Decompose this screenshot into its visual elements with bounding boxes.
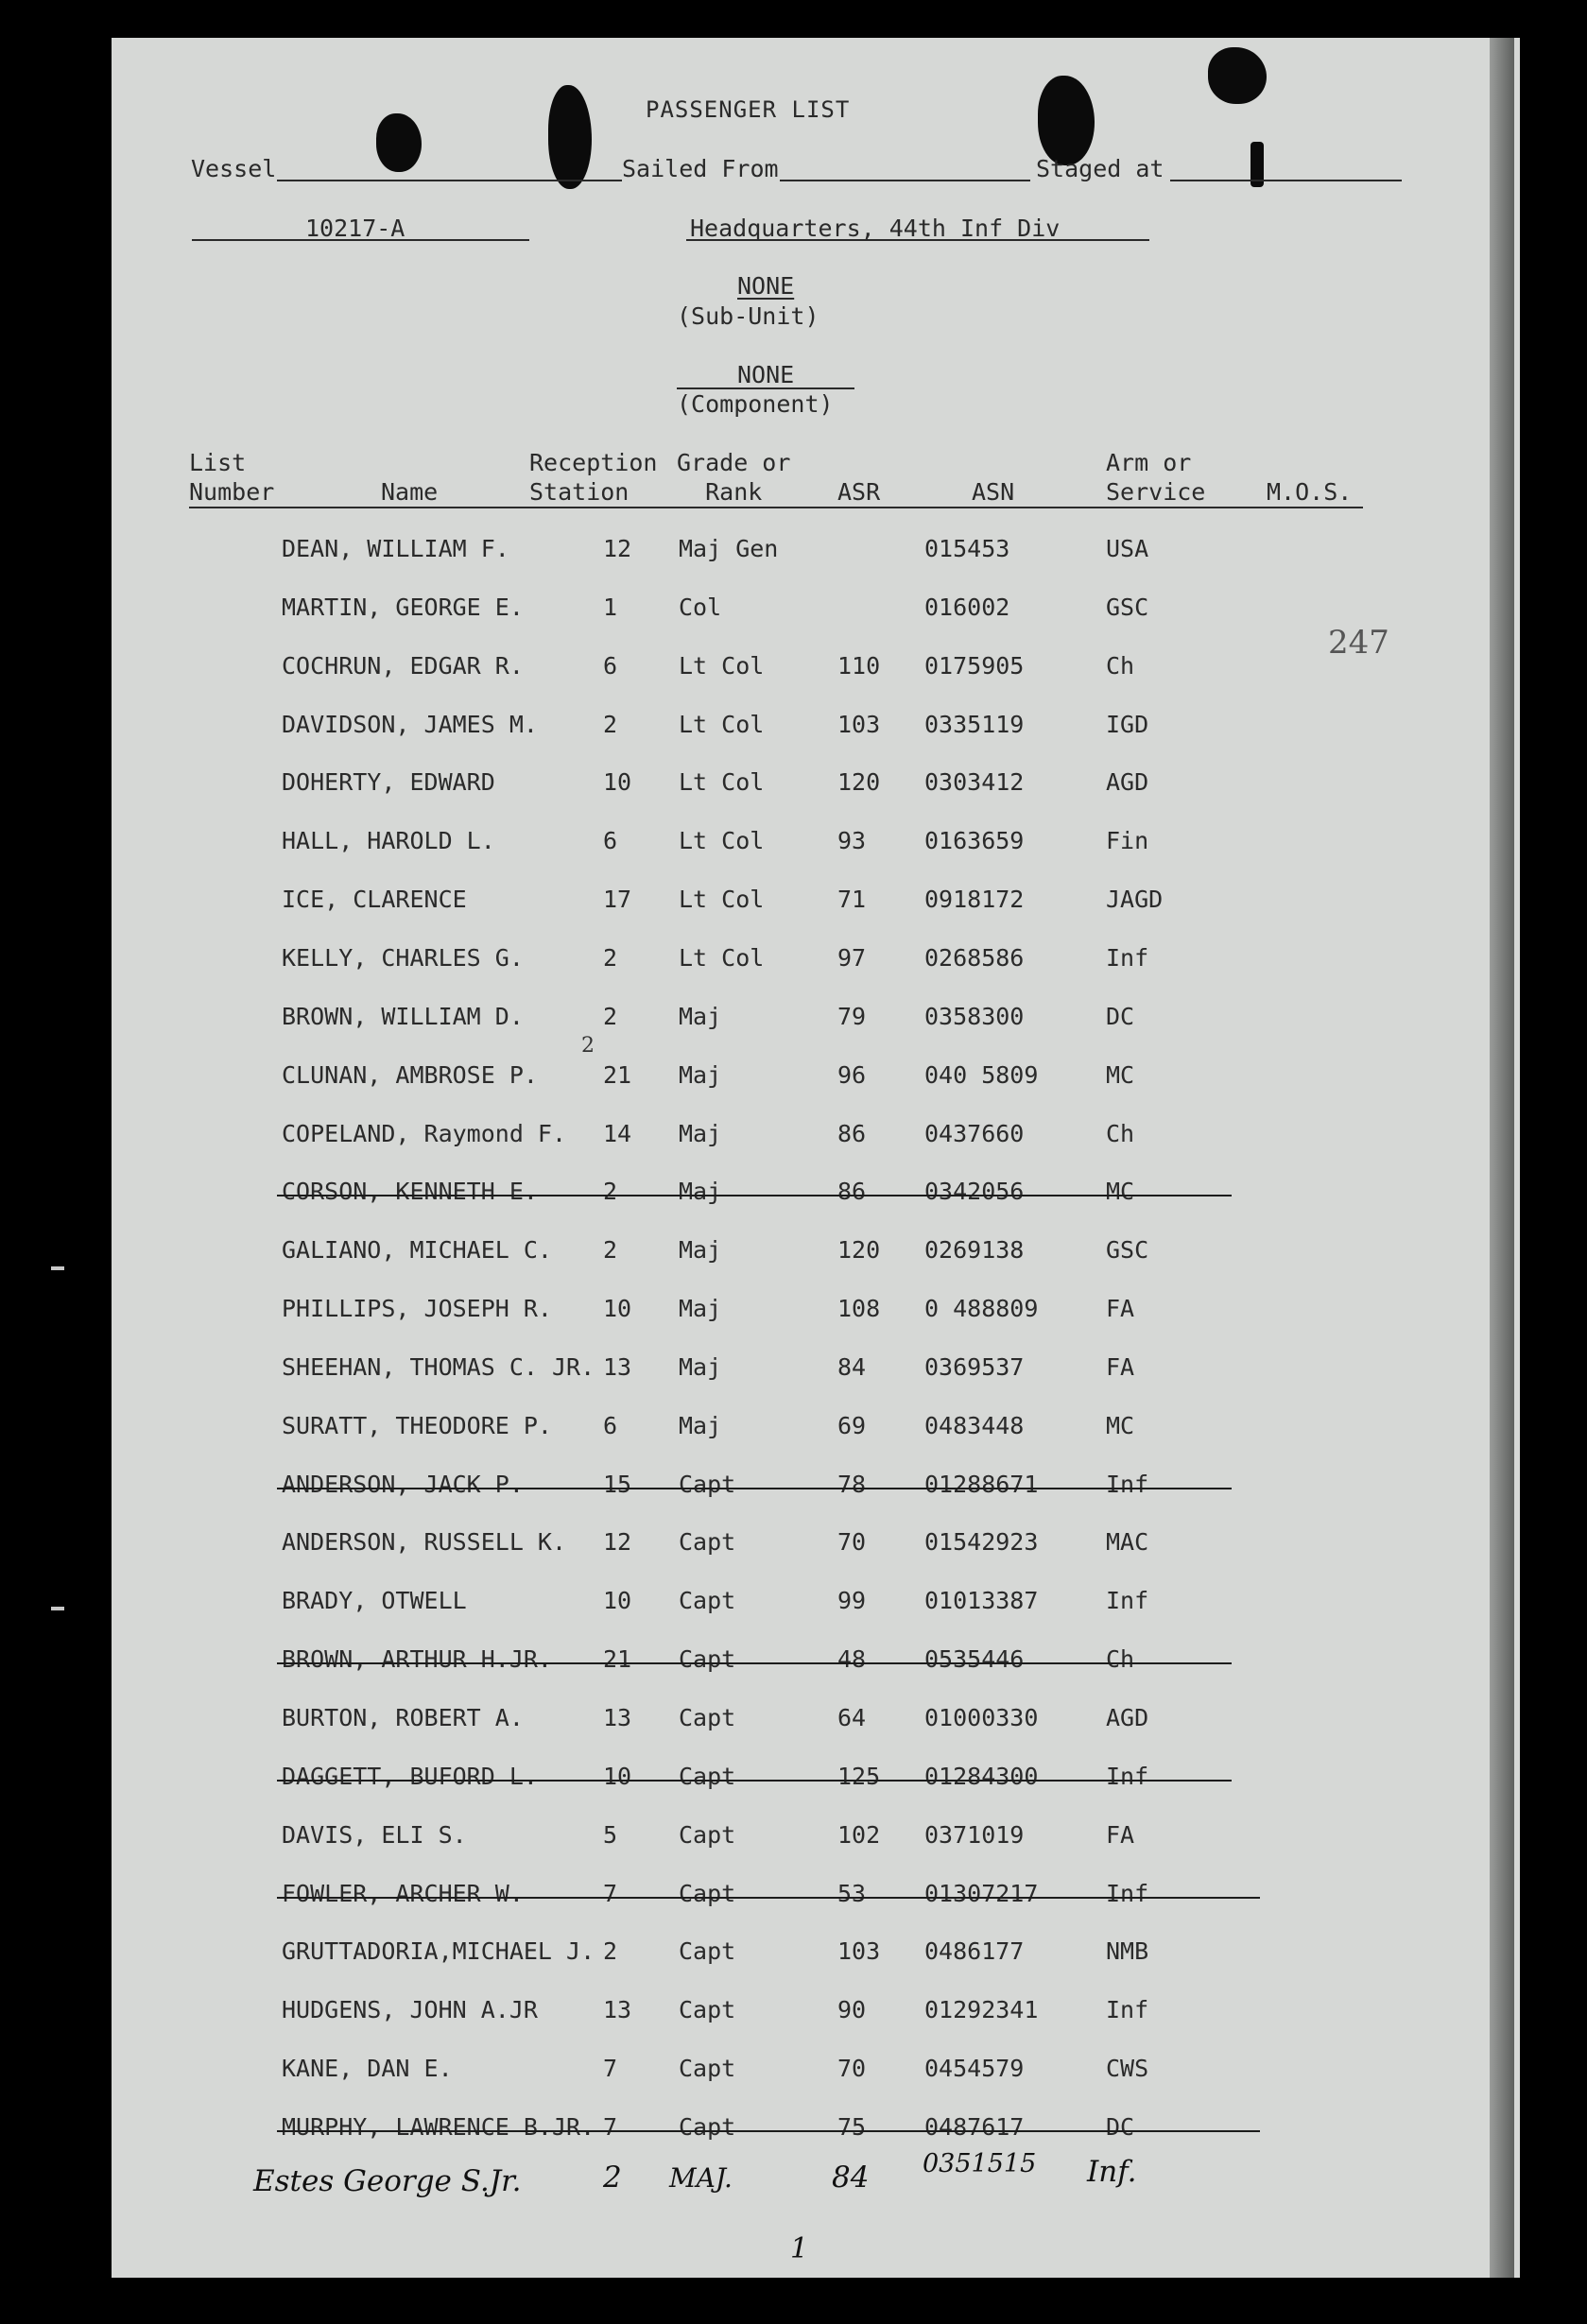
cell-asr: 108 (837, 1295, 881, 1323)
cell-asn: 0342056 (924, 1178, 1025, 1206)
cell-grade: Capt (679, 1704, 736, 1731)
cell-grade: Maj (679, 1411, 722, 1439)
cell-arm: Ch (1106, 1645, 1135, 1674)
vessel-field (277, 180, 622, 181)
cell-asn: 0535446 (924, 1645, 1025, 1674)
cell-station: 6 (603, 651, 618, 680)
cell-name: KANE, DAN E. (282, 2055, 453, 2083)
cell-asn: 0486177 (924, 1937, 1025, 1966)
cell-asn: 0358300 (924, 1002, 1025, 1030)
cell-asn: 0371019 (924, 1820, 1025, 1849)
cell-name: CLUNAN, AMBROSE P. (282, 1060, 538, 1089)
table-row (112, 1704, 1520, 1742)
cell-asr: 103 (837, 1937, 881, 1966)
cell-station: 12 (603, 1528, 632, 1557)
cell-grade: Maj (679, 1295, 722, 1323)
col-mos: M.O.S. (1267, 478, 1353, 506)
cell-asr: 75 (837, 2112, 867, 2141)
component-label: (Component) (677, 390, 834, 418)
edge-mark (51, 1266, 64, 1270)
cell-asn: 0269138 (924, 1236, 1025, 1265)
cell-asr: 64 (837, 1704, 867, 1731)
cell-station: 21 (603, 1645, 632, 1674)
cell-asr: 90 (837, 1996, 867, 2024)
cell-asn: 0369537 (924, 1352, 1025, 1381)
shipment-underline (192, 239, 529, 241)
cell-arm: Inf (1106, 1879, 1149, 1907)
cell-grade: Lt Col (679, 710, 765, 738)
cell-name: SURATT, THEODORE P. (282, 1411, 552, 1439)
table-row (112, 1178, 1520, 1215)
table-row (112, 886, 1520, 923)
cell-station: 10 (603, 1295, 632, 1323)
component-value: NONE (737, 361, 795, 388)
cell-asr: 53 (837, 1879, 867, 1907)
cell-name: HUDGENS, JOHN A.JR (282, 1996, 538, 2024)
table-row (112, 944, 1520, 982)
strike-through-line (277, 1195, 1232, 1196)
cell-arm: Ch (1106, 1119, 1135, 1147)
table-row (112, 1471, 1520, 1508)
table-row (112, 1996, 1520, 2034)
cell-arm: NMB (1106, 1937, 1149, 1966)
cell-station: 21 (603, 1060, 632, 1089)
table-row (112, 1061, 1520, 1099)
cell-name: FOWLER, ARCHER W. (282, 1879, 524, 1907)
cell-asr: 48 (837, 1645, 867, 1674)
cell-asn: 0303412 (924, 768, 1025, 797)
cell-grade: Capt (679, 1587, 736, 1615)
header-rule (189, 507, 1363, 508)
margin-page-number: 247 (1328, 624, 1389, 662)
cell-grade: Maj (679, 1119, 722, 1147)
table-row (112, 1821, 1520, 1859)
handwritten-name: Estes George S.Jr. (253, 2164, 522, 2198)
cell-arm: Inf (1106, 1762, 1149, 1790)
cell-asn: 0163659 (924, 827, 1025, 855)
cell-grade: Capt (679, 1820, 736, 1849)
cell-name: ICE, CLARENCE (282, 886, 467, 914)
sailed-from-label: Sailed From (622, 155, 779, 182)
cell-name: DAVIDSON, JAMES M. (282, 710, 538, 738)
cell-grade: Capt (679, 1937, 736, 1966)
cell-arm: AGD (1106, 1704, 1149, 1731)
cell-asr: 103 (837, 710, 881, 738)
cell-asr: 96 (837, 1060, 867, 1089)
table-row (112, 1937, 1520, 1975)
table-row (112, 594, 1520, 631)
cell-arm: DC (1106, 2112, 1135, 2141)
cell-arm: FA (1106, 1820, 1135, 1849)
cell-arm: AGD (1106, 768, 1149, 797)
cell-station: 2 (603, 1236, 618, 1265)
cell-station: 17 (603, 886, 632, 914)
staged-at-label: Staged at (1036, 155, 1164, 182)
cell-asn: 0335119 (924, 710, 1025, 738)
cell-station: 2 (603, 1937, 618, 1966)
handwritten-station: 2 (603, 2160, 622, 2195)
cell-asn: 016002 (924, 593, 1010, 621)
cell-arm: FA (1106, 1295, 1135, 1323)
table-row (112, 1295, 1520, 1333)
cell-asr: 70 (837, 1528, 867, 1557)
cell-arm: Inf (1106, 1996, 1149, 2024)
cell-asn: 01307217 (924, 1879, 1039, 1907)
punch-hole (548, 85, 592, 189)
cell-grade: Lt Col (679, 943, 765, 972)
cell-name: BROWN, WILLIAM D. (282, 1002, 524, 1030)
cell-arm: JAGD (1106, 886, 1164, 914)
cell-asr: 125 (837, 1762, 881, 1790)
punch-hole (1038, 76, 1095, 165)
cell-name: PHILLIPS, JOSEPH R. (282, 1295, 552, 1323)
table-row (112, 827, 1520, 865)
cell-grade: Capt (679, 2055, 736, 2083)
table-row (112, 711, 1520, 749)
cell-station: 10 (603, 1762, 632, 1790)
punch-hole (1208, 47, 1267, 104)
cell-name: MARTIN, GEORGE E. (282, 593, 524, 621)
cell-name: COCHRUN, EDGAR R. (282, 651, 524, 680)
footer-mark: 1 (790, 2232, 809, 2265)
strike-through-line (277, 2130, 1260, 2132)
cell-asr: 84 (837, 1352, 867, 1381)
table-row (112, 1120, 1520, 1158)
sub-unit-value: NONE (737, 272, 795, 300)
cell-arm: DC (1106, 1002, 1135, 1030)
table-row (112, 1003, 1520, 1041)
table-row (112, 652, 1520, 690)
cell-station: 7 (603, 2112, 618, 2141)
cell-name: BRADY, OTWELL (282, 1587, 467, 1615)
cell-asn: 0268586 (924, 943, 1025, 972)
cell-station: 5 (603, 1820, 618, 1849)
cell-grade: Lt Col (679, 651, 765, 680)
cell-asr: 120 (837, 1236, 881, 1265)
handwritten-asn: 0351515 (923, 2149, 1037, 2178)
cell-asr: 120 (837, 768, 881, 797)
table-row (112, 2113, 1520, 2151)
cell-asn: 01013387 (924, 1587, 1039, 1615)
cell-grade: Maj (679, 1352, 722, 1381)
table-row (112, 1236, 1520, 1274)
cell-arm: GSC (1106, 593, 1149, 621)
cell-grade: Capt (679, 1762, 736, 1790)
cell-asn: 0 488809 (924, 1295, 1039, 1323)
cell-station: 2 (603, 710, 618, 738)
cell-grade: Capt (679, 1996, 736, 2024)
cell-station: 13 (603, 1352, 632, 1381)
cell-station: 10 (603, 1587, 632, 1615)
unit-name: Headquarters, 44th Inf Div (690, 215, 1061, 242)
staged-at-field (1170, 180, 1402, 181)
cell-asn: 015453 (924, 535, 1010, 562)
cell-name: COPELAND, Raymond F. (282, 1119, 567, 1147)
cell-arm: Ch (1106, 651, 1135, 680)
cell-asn: 01288671 (924, 1470, 1039, 1498)
cell-asr: 86 (837, 1178, 867, 1206)
cell-asn: 0437660 (924, 1119, 1025, 1147)
cell-arm: MC (1106, 1411, 1135, 1439)
cell-station: 12 (603, 535, 632, 562)
cell-asr: 79 (837, 1002, 867, 1030)
edge-mark (51, 1607, 64, 1610)
cell-arm: IGD (1106, 710, 1149, 738)
table-row (112, 1587, 1520, 1625)
cell-grade: Capt (679, 2112, 736, 2141)
cell-name: ANDERSON, RUSSELL K. (282, 1528, 567, 1557)
cell-name: ANDERSON, JACK P. (282, 1470, 524, 1498)
vessel-label: Vessel (191, 155, 277, 182)
cell-arm: MC (1106, 1178, 1135, 1206)
cell-name: BROWN, ARTHUR H.JR. (282, 1645, 552, 1674)
cell-station: 6 (603, 1411, 618, 1439)
cell-name: DOHERTY, EDWARD (282, 768, 495, 797)
cell-arm: Inf (1106, 1470, 1149, 1498)
sailed-from-field (780, 180, 1030, 181)
station-correction: 2 (581, 1034, 595, 1058)
document-page (112, 38, 1520, 2278)
cell-grade: Maj Gen (679, 535, 779, 562)
cell-name: DEAN, WILLIAM F. (282, 535, 509, 562)
col-arm-service: Arm or Service (1106, 449, 1206, 506)
cell-grade: Maj (679, 1178, 722, 1206)
table-row (112, 1353, 1520, 1391)
cell-arm: GSC (1106, 1236, 1149, 1265)
cell-station: 15 (603, 1470, 632, 1498)
cell-grade: Capt (679, 1528, 736, 1557)
cell-grade: Maj (679, 1060, 722, 1089)
cell-grade: Lt Col (679, 886, 765, 914)
cell-grade: Col (679, 593, 722, 621)
strike-through-line (277, 1488, 1232, 1489)
cell-name: DAGGETT, BUFORD L. (282, 1762, 538, 1790)
col-grade-rank: Grade or Rank (677, 449, 791, 506)
cell-asn: 0483448 (924, 1411, 1025, 1439)
cell-asn: 040 5809 (924, 1060, 1039, 1089)
handwritten-arm: Inf. (1087, 2155, 1137, 2189)
punch-hole (376, 113, 422, 172)
cell-station: 7 (603, 2055, 618, 2083)
strike-through-line (277, 1897, 1260, 1899)
col-asr: ASR (837, 478, 881, 506)
shipment-number: 10217-A (305, 215, 405, 242)
table-row (112, 535, 1520, 573)
cell-grade: Maj (679, 1236, 722, 1265)
cell-asn: 0918172 (924, 886, 1025, 914)
cell-station: 7 (603, 1879, 618, 1907)
table-row (112, 1528, 1520, 1566)
strike-through-line (277, 1662, 1232, 1664)
cell-name: SHEEHAN, THOMAS C. JR. (282, 1352, 595, 1381)
unit-underline (686, 239, 1149, 241)
cell-arm: USA (1106, 535, 1149, 562)
cell-arm: MAC (1106, 1528, 1149, 1557)
cell-asn: 01284300 (924, 1762, 1039, 1790)
cell-arm: CWS (1106, 2055, 1149, 2083)
cell-arm: FA (1106, 1352, 1135, 1381)
handwritten-grade: MAJ. (669, 2162, 733, 2194)
col-list-number: List Number (189, 449, 275, 506)
cell-asr: 78 (837, 1470, 867, 1498)
cell-name: GRUTTADORIA,MICHAEL J. (282, 1937, 595, 1966)
cell-name: CORSON, KENNETH E. (282, 1178, 538, 1206)
cell-arm: Inf (1106, 1587, 1149, 1615)
cell-asn: 01000330 (924, 1704, 1039, 1731)
cell-grade: Maj (679, 1002, 722, 1030)
cell-station: 14 (603, 1119, 632, 1147)
cell-name: DAVIS, ELI S. (282, 1820, 467, 1849)
cell-asr: 86 (837, 1119, 867, 1147)
cell-arm: Fin (1106, 827, 1149, 855)
cell-station: 10 (603, 768, 632, 797)
cell-asr: 97 (837, 943, 867, 972)
cell-grade: Capt (679, 1879, 736, 1907)
cell-name: HALL, HAROLD L. (282, 827, 495, 855)
table-row (112, 1645, 1520, 1683)
cell-asr: 110 (837, 651, 881, 680)
cell-asr: 71 (837, 886, 867, 914)
cell-asr: 70 (837, 2055, 867, 2083)
cell-asn: 0487617 (924, 2112, 1025, 2141)
cell-asn: 0175905 (924, 651, 1025, 680)
col-reception-station: Reception Station (529, 449, 658, 506)
cell-asn: 01542923 (924, 1528, 1039, 1557)
cell-station: 2 (603, 1178, 618, 1206)
col-asn: ASN (972, 478, 1015, 506)
table-row (112, 1412, 1520, 1450)
cell-name: BURTON, ROBERT A. (282, 1704, 524, 1731)
table-row (112, 768, 1520, 806)
cell-asr: 99 (837, 1587, 867, 1615)
strike-through-line (277, 1780, 1232, 1782)
cell-asn: 0454579 (924, 2055, 1025, 2083)
sub-unit-label: (Sub-Unit) (677, 302, 819, 330)
cell-asr: 69 (837, 1411, 867, 1439)
cell-station: 2 (603, 1002, 618, 1030)
cell-station: 6 (603, 827, 618, 855)
handwritten-asr: 84 (832, 2160, 870, 2195)
cell-asr: 102 (837, 1820, 881, 1849)
table-row (112, 1763, 1520, 1800)
col-name: Name (381, 478, 439, 506)
cell-grade: Lt Col (679, 768, 765, 797)
cell-arm: Inf (1106, 943, 1149, 972)
cell-asr: 93 (837, 827, 867, 855)
cell-station: 1 (603, 593, 618, 621)
cell-name: KELLY, CHARLES G. (282, 943, 524, 972)
table-row (112, 1880, 1520, 1918)
cell-name: GALIANO, MICHAEL C. (282, 1236, 552, 1265)
page-title: PASSENGER LIST (646, 96, 851, 123)
cell-name: MURPHY, LAWRENCE B.JR. (282, 2112, 595, 2141)
cell-station: 2 (603, 943, 618, 972)
cell-grade: Capt (679, 1470, 736, 1498)
component-underline (677, 387, 854, 389)
cell-station: 13 (603, 1704, 632, 1731)
cell-grade: Lt Col (679, 827, 765, 855)
cell-grade: Capt (679, 1645, 736, 1674)
cell-arm: MC (1106, 1060, 1135, 1089)
cell-asn: 01292341 (924, 1996, 1039, 2024)
table-row (112, 2055, 1520, 2092)
cell-station: 13 (603, 1996, 632, 2024)
